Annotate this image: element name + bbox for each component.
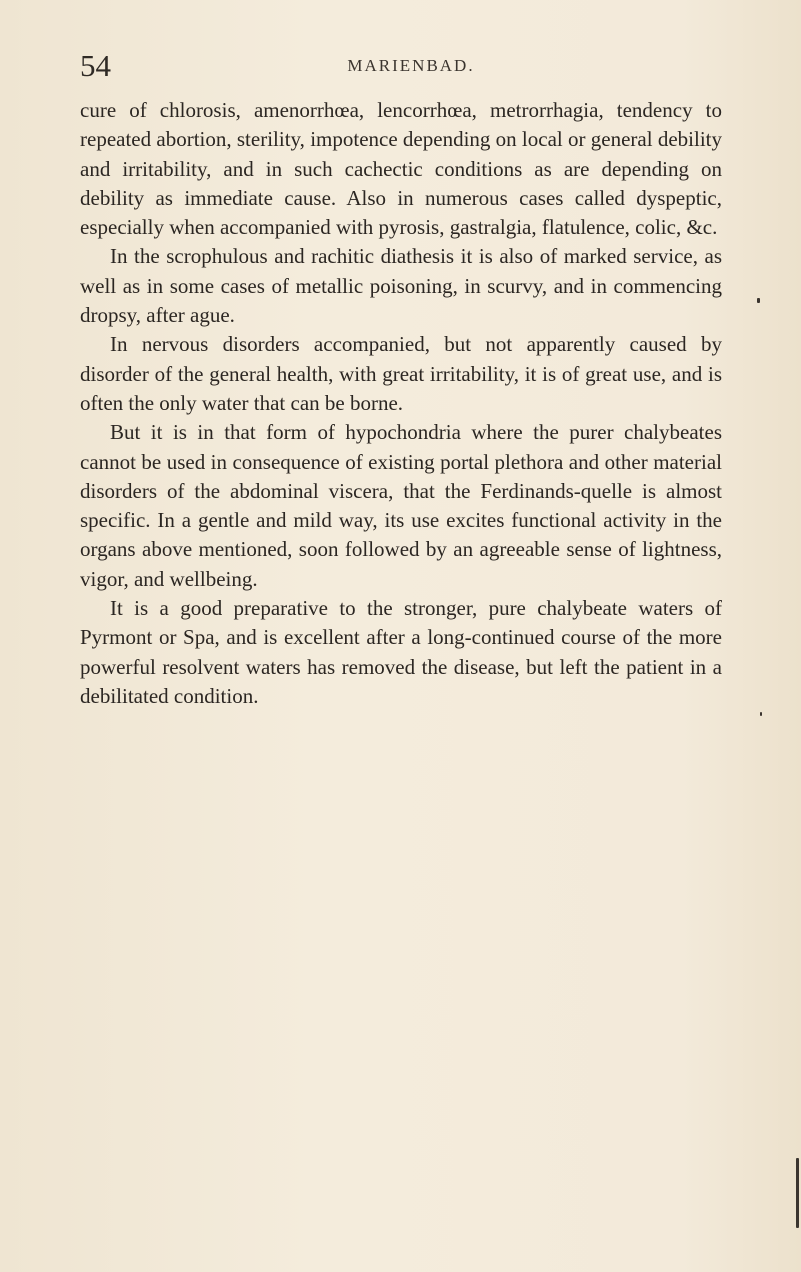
- page-header: [80, 48, 722, 84]
- margin-mark: [760, 712, 762, 716]
- paragraph-2: In the scrophulous and rachitic diathesis it is also of marked service, as well as in some cases of metallic poisoning, in scurvy, and in commencing dropsy, after ague.: [80, 244, 722, 328]
- page-edge-mark: [796, 1158, 799, 1228]
- margin-mark: [757, 298, 760, 303]
- paragraph-1: cure of chlorosis, amenorrhœa, lencorrhœa, metrorrhagia, tendency to repeated abortion, sterility, impotence depending on local or general debility and irritability, and in such cachectic conditions as are depending on debility as immediate cause. Also in numerous cases called dyspeptic, especially when accompanied with pyrosis, gastralgia, flatulence, colic, &c.: [80, 98, 722, 240]
- running-head: MARIENBAD.: [347, 56, 475, 75]
- paragraph-4: But it is in that form of hypochondria where the purer chalybeates cannot be used in consequence of existing portal plethora and other material disorders of the abdominal viscera, that the Ferdinands-quelle is almost specific. In a gentle and mild way, its use excites functional activity in the organs above mentioned, soon followed by an agreeable sense of lightness, vigor, and wellbeing.: [80, 420, 722, 591]
- paragraph-3: In nervous disorders accompanied, but not apparently caused by disorder of the general health, with great irritability, it is of great use, and is often the only water that can be borne.: [80, 332, 722, 415]
- page-number: 54: [80, 48, 111, 83]
- body-text: [80, 96, 722, 711]
- paragraph-5: It is a good preparative to the stronger, pure chalybeate waters of Pyrmont or Spa, and is excellent after a long-continued course of the more powerful resolvent waters has removed the disease, but left the patient in a debilitated condition.: [80, 596, 722, 708]
